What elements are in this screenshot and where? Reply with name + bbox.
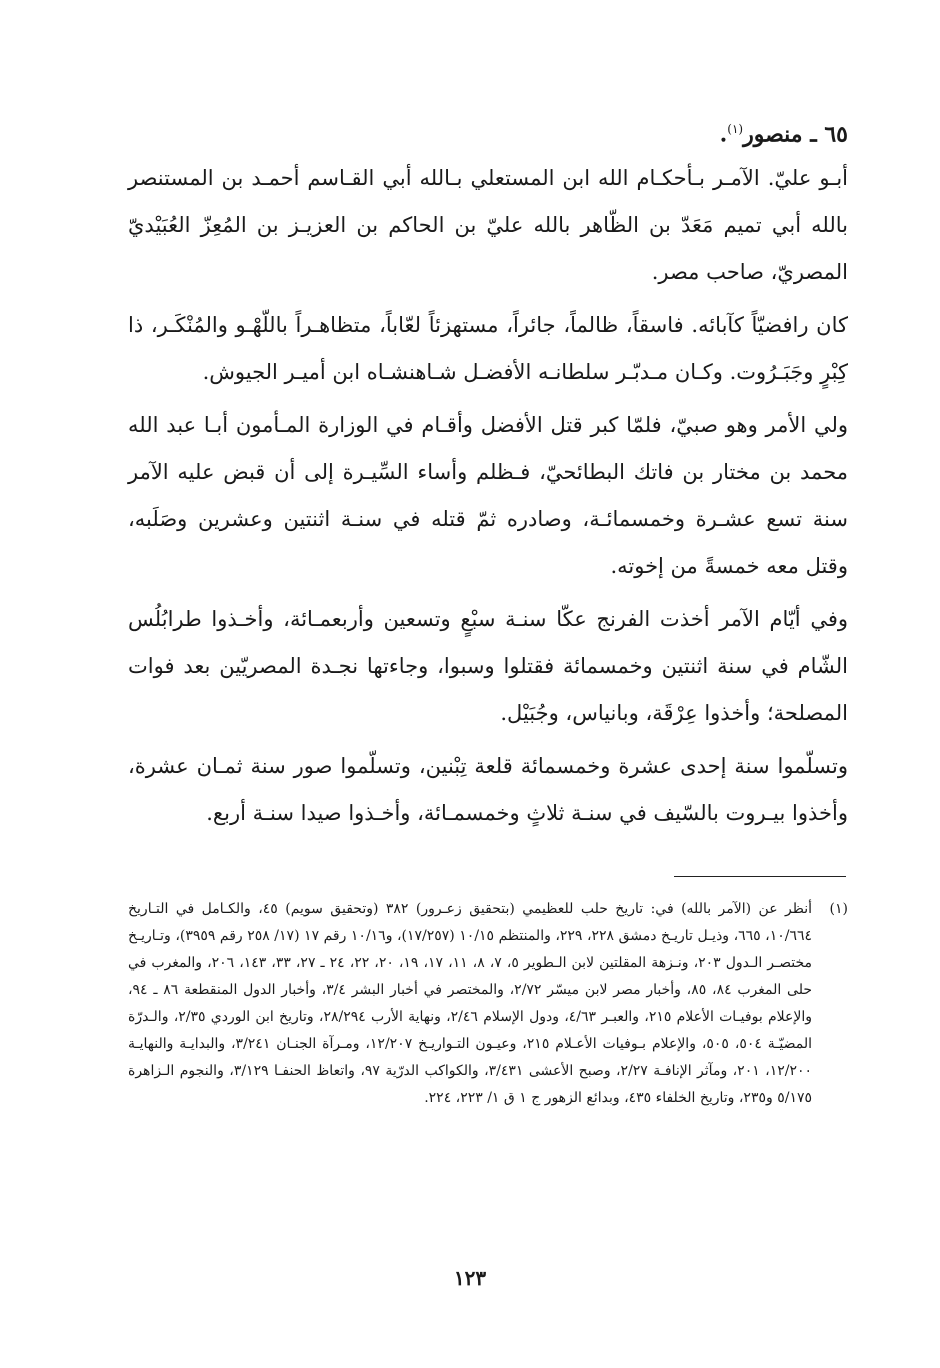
entry-title-text: ٦٥ ـ منصور	[743, 121, 848, 148]
paragraph-crusades: وفي أيّام الآمر أخذت الفرنج عكّا سنـة سبْعٍ وتسعين وأربعمـائة، وأخـذوا طرابُلُس الشّام في سنة اثنتين وخمسمائة فقتلوا وسبوا، وجاءتها نجـدة المصريّين بعد فوات المصلحة؛ وأخذوا عِرْقَة، وبانياس، وجُبَيْل.	[128, 607, 848, 726]
paragraph-reign: ولي الأمر وهو صبيّ، فلمّا كبر قتل الأفضل وأقـام في الوزارة المـأمون أبـا عبد الله محمد بن مختار بن فاتك البطائحيّ، فـظلم وأساء السِّيـرة إلى أن قبض عليه الآمر سنة تسع عشـرة وخمسمائـة، وصادره ثمّ قتله في سنـة اثنتين وعشرين وصَلَبه، وقتل معه خمسةً من إخوته.	[128, 413, 848, 579]
footnote	[128, 896, 848, 1112]
entry-heading	[128, 112, 848, 151]
footnote-divider	[674, 876, 846, 877]
footnote-marker: (١)	[829, 901, 848, 917]
paragraph-cities: وتسلّموا سنة إحدى عشرة وخمسمائة قلعة تِبْنين، وتسلّموا صور سنة ثمـان عشرة، وأخذوا بيـروت بالسّيف في سنـة ثلاثٍ وخمسمـائة، وأخـذوا صيدا سنـة أربع.	[128, 754, 848, 826]
paragraph-character: كان رافضيّاً كآبائه. فاسقاً، ظالماً، جائراً، مستهزئاً لعّاباً، متظاهـراً باللّهْـو والمُنْكَـر، ذا كِبْرٍ وجَبَـرُوت. وكـان مـدبّـر سلطانـه الأفضـل شـاهنشـاه ابن أميـر الجيوش.	[128, 313, 848, 385]
main-text	[128, 112, 848, 843]
entry-title-period: .	[719, 121, 728, 148]
paragraph-lineage: أبـو عليّ. الآمـر بـأحكـام الله ابن المستعلي بـالله أبي القـاسم أحمـد بن المستنصر بالله أبي تميم مَعَدّ بن الظّاهر بالله عليّ بن الحاكم بن العزيـز بن المُعِزّ العُبَيْديّ المصريّ، صاحب مصر.	[128, 166, 848, 285]
footnote-reference[interactable]: (١)	[727, 122, 744, 136]
footnote-text: أنظر عن (الآمر بالله) في: تاريخ حلب للعظيمي (بتحقيق زعـرور) ٣٨٢ (وتحقيق سويم) ٤٥، والكـامل في التـاريخ ١٠/٦٦٤، ٦٦٥، وذيـل تاريـخ دمشق ٢٢٨، ٢٢٩، والمنتظم ١٠/١٥ (١٧/٢٥٧)، و١٠/١٦ رقم ١٧ (١٧/ ٢٥٨ رقم ٣٩٥٩)، وتـاريـخ مختصـر الـدول ٢٠٣، ونـزهة المقلتين لابن الـطوير ٥، ٧، ٨، ١١، ١٧، ١٩، ٢٠، ٢٢، ٢٤ ـ ٢٧، ٣٣، ١٤٣، ٢٠٦، والمغرب في حلى المغرب ٨٤، ٨٥، وأخبار مصر لابن ميسّر ٢/٧٢، والمختصر في أخبار البشر ٣/٤، وأخبار الدول المنقطعة ٨٦ ـ ٩٤، والإعلام بوفيـات الأعلام ٢١٥، والعبـر ٤/٦٣، ودول الإسلام ٢/٤٦، ونهاية الأرب ٢٨/٢٩٤، وتاريخ ابن الوردي ٢/٣٥، والـدرّة المضيّـة ٥٠٤، ٥٠٥، والإعلام بـوفيات الأعـلام ٢١٥، وعيـون التـواريـخ ١٢/٢٠٧، ومـرآة الجنـان ٣/٢٤١، والبدايـة والنهايـة ١٢/٢٠٠، ٢٠١، ومآثر الإنافـة ٢/٢٧، وصبح الأعشى ٣/٤٣١، والكواكب الدرّية ٩٧، واتعاظ الحنفـا ٣/١٢٩، والنجوم الـزاهرة ٥/١٧٥ و٢٣٥، وتاريخ الخلفاء ٤٣٥، وبدائع الزهور ج ١ ق ١/ ٢٢٣، ٢٢٤.	[128, 901, 813, 1106]
page-number: ١٢٣	[453, 1266, 487, 1290]
